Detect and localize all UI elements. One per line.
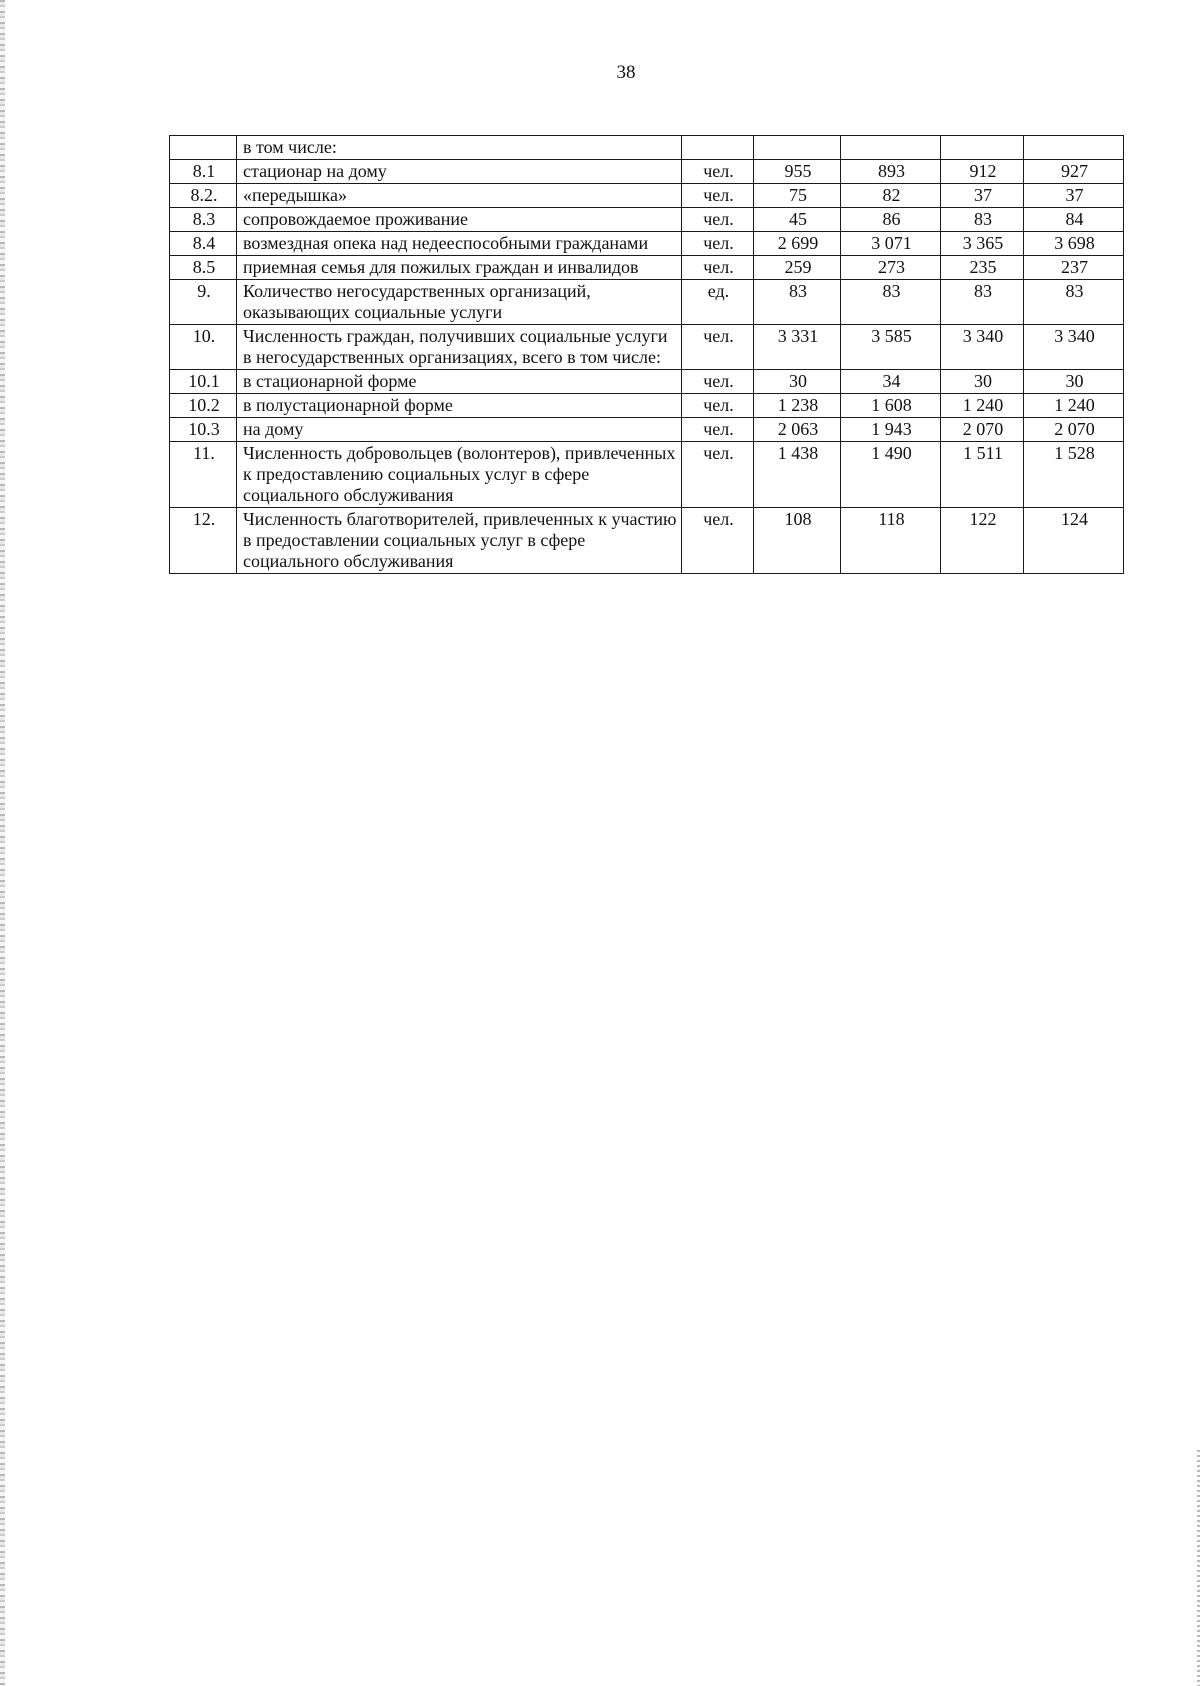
row-value-3: 912: [941, 160, 1024, 184]
row-unit: чел.: [682, 232, 754, 256]
row-unit: ед.: [682, 280, 754, 325]
row-unit: [682, 136, 754, 160]
table-row: [170, 418, 1124, 442]
row-value-2: [841, 136, 941, 160]
row-value-2: 34: [841, 370, 941, 394]
row-number: 8.4: [170, 232, 237, 256]
row-number: 10.3: [170, 418, 237, 442]
row-name: в том числе:: [237, 136, 682, 160]
row-name: Численность благотворителей, привлеченных к участию в предоставлении социальных услуг в сфере социального обслуживания: [237, 508, 682, 574]
row-name: в стационарной форме: [237, 370, 682, 394]
row-value-2: 893: [841, 160, 941, 184]
table-row: [170, 232, 1124, 256]
row-value-2: 118: [841, 508, 941, 574]
row-value-3: 1 511: [941, 442, 1024, 508]
row-value-1: 108: [754, 508, 841, 574]
row-value-4: 1 240: [1024, 394, 1124, 418]
row-value-4: 2 070: [1024, 418, 1124, 442]
row-value-3: 83: [941, 208, 1024, 232]
row-unit: чел.: [682, 394, 754, 418]
row-value-2: 86: [841, 208, 941, 232]
row-name: стационар на дому: [237, 160, 682, 184]
row-value-4: 237: [1024, 256, 1124, 280]
row-number: 8.1: [170, 160, 237, 184]
table-row: [170, 208, 1124, 232]
row-value-4: 84: [1024, 208, 1124, 232]
row-value-3: 3 340: [941, 325, 1024, 370]
row-value-4: 3 698: [1024, 232, 1124, 256]
row-value-1: 3 331: [754, 325, 841, 370]
row-value-2: 3 071: [841, 232, 941, 256]
row-unit: чел.: [682, 370, 754, 394]
row-name: Численность добровольцев (волонтеров), привлеченных к предоставлению социальных услуг в сфере социального обслуживания: [237, 442, 682, 508]
row-number: [170, 136, 237, 160]
table-row: [170, 256, 1124, 280]
row-number: 10.2: [170, 394, 237, 418]
data-table: [169, 135, 1124, 574]
row-value-4: 37: [1024, 184, 1124, 208]
row-value-4: [1024, 136, 1124, 160]
row-value-4: 3 340: [1024, 325, 1124, 370]
row-unit: чел.: [682, 325, 754, 370]
table-row: [170, 442, 1124, 508]
row-value-2: 82: [841, 184, 941, 208]
row-name: Количество негосударственных организаций, оказывающих социальные услуги: [237, 280, 682, 325]
row-value-3: 2 070: [941, 418, 1024, 442]
table-row: [170, 370, 1124, 394]
row-value-2: 83: [841, 280, 941, 325]
row-name: Численность граждан, получивших социальные услуги в негосударственных организациях, всего в том числе:: [237, 325, 682, 370]
row-value-3: 83: [941, 280, 1024, 325]
table-row: [170, 325, 1124, 370]
row-value-3: 1 240: [941, 394, 1024, 418]
row-value-2: 1 490: [841, 442, 941, 508]
row-unit: чел.: [682, 256, 754, 280]
row-unit: чел.: [682, 160, 754, 184]
row-value-2: 1 608: [841, 394, 941, 418]
row-number: 11.: [170, 442, 237, 508]
row-value-1: 83: [754, 280, 841, 325]
row-value-4: 927: [1024, 160, 1124, 184]
table-row: [170, 508, 1124, 574]
row-value-3: 3 365: [941, 232, 1024, 256]
row-value-1: 45: [754, 208, 841, 232]
table-row: [170, 394, 1124, 418]
row-value-3: 30: [941, 370, 1024, 394]
row-name: сопровождаемое проживание: [237, 208, 682, 232]
row-value-4: 30: [1024, 370, 1124, 394]
row-value-1: 2 063: [754, 418, 841, 442]
row-number: 12.: [170, 508, 237, 574]
table-row: [170, 184, 1124, 208]
row-value-2: 1 943: [841, 418, 941, 442]
row-value-1: 1 438: [754, 442, 841, 508]
row-value-1: 1 238: [754, 394, 841, 418]
row-name: возмездная опека над недееспособными гражданами: [237, 232, 682, 256]
row-value-3: 122: [941, 508, 1024, 574]
row-value-1: 2 699: [754, 232, 841, 256]
row-value-1: 955: [754, 160, 841, 184]
row-number: 8.2.: [170, 184, 237, 208]
row-unit: чел.: [682, 208, 754, 232]
page-number: 38: [616, 62, 636, 83]
row-unit: чел.: [682, 184, 754, 208]
table-row: [170, 160, 1124, 184]
row-value-3: [941, 136, 1024, 160]
row-value-4: 83: [1024, 280, 1124, 325]
row-unit: чел.: [682, 418, 754, 442]
row-value-3: 37: [941, 184, 1024, 208]
row-value-2: 273: [841, 256, 941, 280]
row-number: 10.: [170, 325, 237, 370]
row-value-3: 235: [941, 256, 1024, 280]
row-name: на дому: [237, 418, 682, 442]
row-number: 9.: [170, 280, 237, 325]
row-name: приемная семья для пожилых граждан и инвалидов: [237, 256, 682, 280]
row-value-4: 1 528: [1024, 442, 1124, 508]
row-name: «передышка»: [237, 184, 682, 208]
row-value-1: 30: [754, 370, 841, 394]
row-number: 10.1: [170, 370, 237, 394]
row-name: в полустационарной форме: [237, 394, 682, 418]
row-unit: чел.: [682, 442, 754, 508]
table-row: [170, 280, 1124, 325]
row-number: 8.5: [170, 256, 237, 280]
row-value-1: 259: [754, 256, 841, 280]
row-unit: чел.: [682, 508, 754, 574]
scan-edge-left: [0, 0, 5, 1686]
row-value-1: [754, 136, 841, 160]
row-value-2: 3 585: [841, 325, 941, 370]
row-value-1: 75: [754, 184, 841, 208]
row-number: 8.3: [170, 208, 237, 232]
table-row: [170, 136, 1124, 160]
row-value-4: 124: [1024, 508, 1124, 574]
